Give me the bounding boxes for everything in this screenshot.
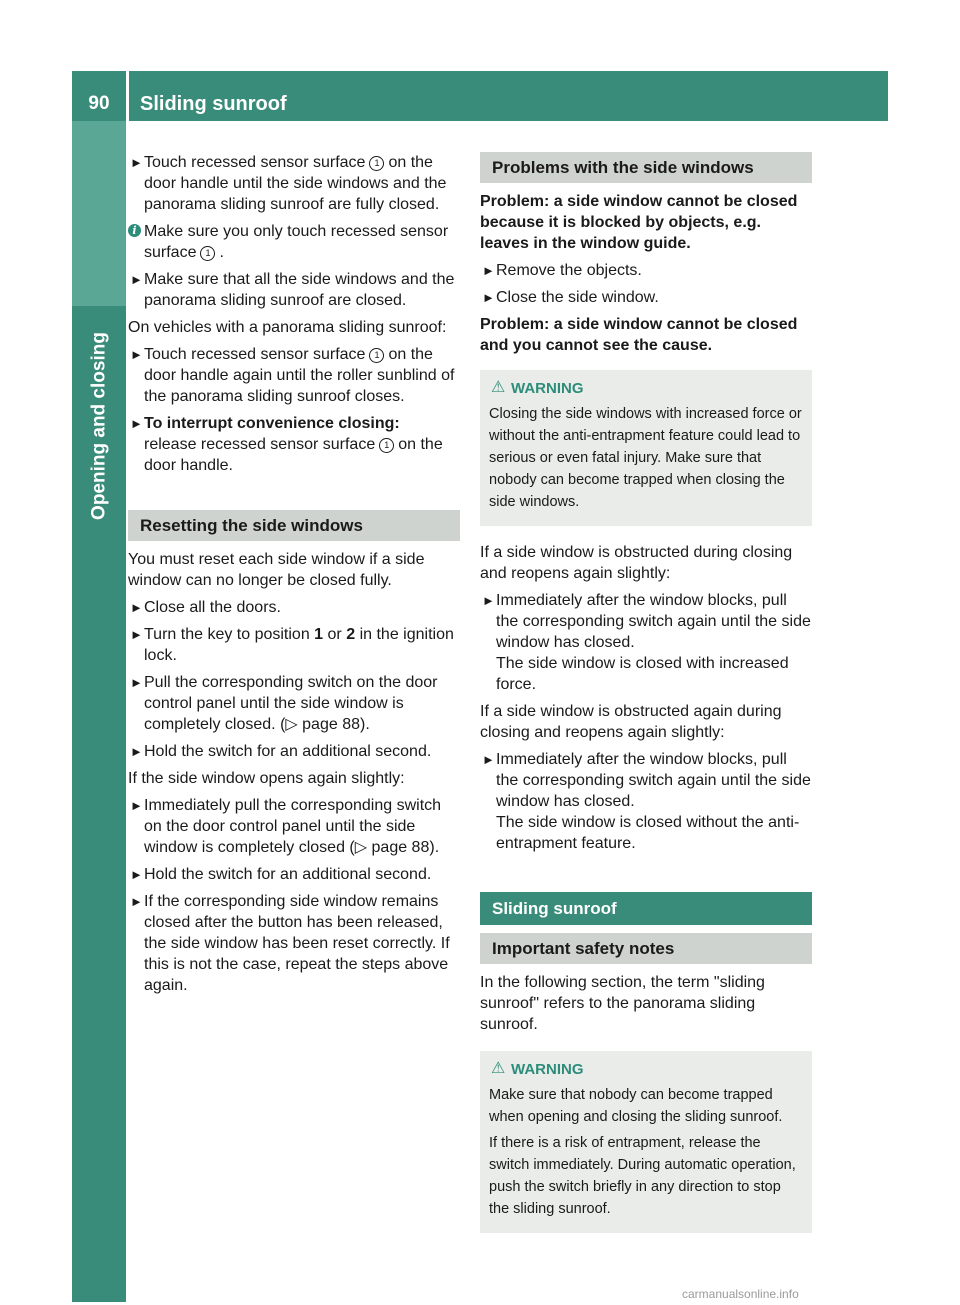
instruction-item: ► Immediately after the window blocks, pull the corresponding switch again until the side window has closed. The side window is closed without the anti-entrapment feature. xyxy=(482,751,811,852)
warning-triangle-icon: ⚠ xyxy=(491,379,506,396)
instruction-item: ► Touch recessed sensor surface 1 on the door handle again until the roller sunblind of the panorama sliding sunroof closes. xyxy=(130,346,455,405)
body-text: If the side window opens again slightly: xyxy=(128,770,405,787)
problem-statement: Problem: a side window cannot be closed because it is blocked by objects, e.g. leaves in the window guide. xyxy=(480,193,798,252)
instruction-item: ► Immediately after the window blocks, pull the corresponding switch again until the side window has closed. The side window is closed with increased force. xyxy=(482,592,811,693)
instruction-item: ► If the corresponding side window remains closed after the button has been released, the side window has been reset correctly. If this is not the case, repeat the steps above again. xyxy=(130,893,450,994)
result-text: The side window is closed without the anti-entrapment feature. xyxy=(496,814,800,852)
instruction-item: ► Touch recessed sensor surface 1 on the door handle until the side windows and the panorama sliding sunroof are fully closed. xyxy=(130,154,447,213)
instruction-item: ► Make sure that all the side windows and the panorama sliding sunroof are closed. xyxy=(130,271,455,309)
warning-box xyxy=(480,1051,812,1233)
body-text: If a side window is obstructed again during closing and reopens again slightly: xyxy=(480,703,782,741)
number-1-icon: 1 xyxy=(369,156,384,171)
bullet-icon: ► xyxy=(482,593,495,608)
section-heading: Problems with the side windows xyxy=(480,152,812,183)
page-reference-icon: ▷ xyxy=(354,839,368,856)
left-column xyxy=(128,152,460,1002)
instruction-item: ► Turn the key to position 1 or 2 in the ignition lock. xyxy=(130,626,454,664)
right-column xyxy=(480,152,812,1249)
bullet-icon: ► xyxy=(482,752,495,767)
info-note: i Make sure you only touch recessed sensor surface 1 . xyxy=(128,221,460,263)
instruction-item: ► Hold the switch for an additional second. xyxy=(130,743,432,760)
instruction-item: ► To interrupt convenience closing: release recessed sensor surface 1 on the door handle. xyxy=(130,415,443,474)
instruction-item: ► Close all the doors. xyxy=(130,599,281,616)
bullet-icon: ► xyxy=(130,347,143,362)
bullet-icon: ► xyxy=(130,798,143,813)
number-1-icon: 1 xyxy=(200,246,215,261)
page-reference[interactable]: page 88 xyxy=(371,839,430,856)
bullet-icon: ► xyxy=(482,290,495,305)
instruction-item: ► Immediately pull the corresponding switch on the door control panel until the side window is completely closed (▷ page 88). xyxy=(130,797,442,856)
page-title: Sliding sunroof xyxy=(140,93,287,115)
instruction-item: ► Remove the objects. xyxy=(482,262,642,279)
instruction-item: ► Hold the switch for an additional second. xyxy=(130,866,432,883)
section-heading: Resetting the side windows xyxy=(128,510,460,541)
warning-box xyxy=(480,370,812,526)
warning-text: Closing the side windows with increased force or without the anti-entrapment feature could lead to serious or even fatal injury. Make sure that nobody can become trapped when closing the side windows. xyxy=(489,406,802,510)
page-reference-icon: ▷ xyxy=(285,716,298,733)
page-reference[interactable]: page 88 xyxy=(302,716,360,733)
spacer xyxy=(128,482,460,510)
number-1-icon: 1 xyxy=(369,348,384,363)
warning-text: Make sure that nobody can become trapped when opening and closing the sliding sunroof. xyxy=(489,1087,783,1125)
bullet-icon: ► xyxy=(130,867,143,882)
bullet-icon: ► xyxy=(482,263,495,278)
bullet-icon: ► xyxy=(130,744,143,759)
watermark: carmanualsonline.info xyxy=(682,1287,799,1301)
warning-title: WARNING xyxy=(511,1061,584,1078)
bullet-icon: ► xyxy=(130,155,143,170)
bullet-icon: ► xyxy=(130,627,143,642)
number-1-icon: 1 xyxy=(379,438,394,453)
bullet-icon: ► xyxy=(130,272,143,287)
body-text: You must reset each side window if a side window can no longer be closed fully. xyxy=(128,551,425,589)
body-text: In the following section, the term "sliding sunroof" refers to the panorama sliding sunroof. xyxy=(480,974,765,1033)
warning-text: If there is a risk of entrapment, release the switch immediately. During automatic operation, push the switch briefly in any direction to stop the sliding sunroof. xyxy=(489,1135,796,1217)
chapter-label: Opening and closing xyxy=(88,332,110,520)
spacer xyxy=(480,860,812,892)
page-number: 90 xyxy=(88,93,110,114)
warning-triangle-icon: ⚠ xyxy=(491,1060,506,1077)
problem-statement: Problem: a side window cannot be closed and you cannot see the cause. xyxy=(480,316,798,354)
bullet-icon: ► xyxy=(130,894,143,909)
result-text: The side window is closed with increased force. xyxy=(496,655,789,693)
header-divider xyxy=(126,71,129,121)
bullet-icon: ► xyxy=(130,416,143,431)
section-heading: Important safety notes xyxy=(480,933,812,964)
side-tab-highlight xyxy=(72,121,126,306)
body-text: If a side window is obstructed during closing and reopens again slightly: xyxy=(480,544,793,582)
info-icon: i xyxy=(128,224,141,237)
body-text: On vehicles with a panorama sliding sunroof: xyxy=(128,319,447,336)
instruction-item: ► Pull the corresponding switch on the door control panel until the side window is completely closed. (▷ page 88). xyxy=(130,674,438,733)
section-heading-main: Sliding sunroof xyxy=(480,892,812,925)
bullet-icon: ► xyxy=(130,675,143,690)
bullet-icon: ► xyxy=(130,600,143,615)
instruction-item: ► Close the side window. xyxy=(482,289,659,306)
warning-title: WARNING xyxy=(511,380,584,397)
